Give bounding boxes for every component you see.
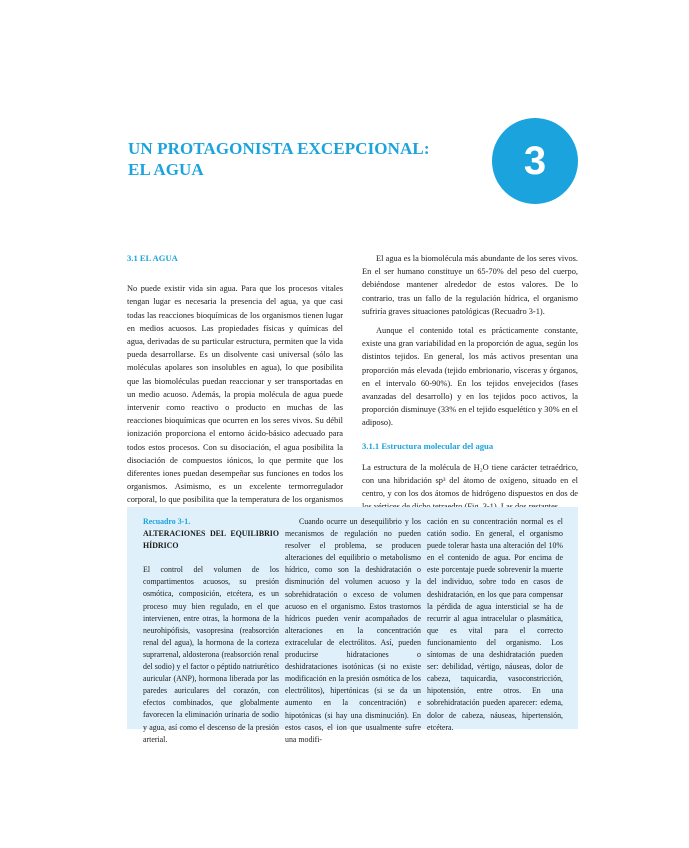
section-heading: 3.1 EL AGUA [127,253,178,263]
callout-title: ALTERACIONES DEL EQUILIBRIO HÍDRICO [143,529,279,551]
callout-text-2: Cuando ocurre un desequilibrio y los mecanismos de regulación no pueden resolver el problema, se producen alteraciones del equilibrio o metabolismo hídrico, como son la deshidratación o disminución del volumen acuoso y la sobrehidratación o exceso de volumen acuoso en el organismo. Estos trastornos hídricos pueden venir acompañados de alteraciones en la concentración extracelular de electrólitos. Así, pueden producirse hidrataciones o deshidrataciones isotónicas (si no existe modificación en la presión osmótica de los electrólitos), hipertónicas (si se da un aumento en la concentración) e hipotónicas (si hay una disminución). En estos casos, el ion que usualmente sufre una modifi- [285,517,421,744]
section-paragraph-1: No puede existir vida sin agua. Para que los procesos vitales tengan lugar es necesaria la presencia del agua, ya que casi todas las reacciones bioquímicas de los organismos tienen lugar en medios acuosos. Las propiedades físicas y químicas del agua, derivadas de su particular estructura, permiten que la vida pueda desarrollarse. Es un disolvente casi universal (sólo las moléculas apolares son insolubles en agua), lo que posibilita que las biomoléculas puedan reaccionar y ser transportadas en un medio acuoso. Además, la propia molécula de agua puede intervenir como reactivo o producto en muchas de las reacciones bioquímicas que ocurren en los seres vivos. Su débil ionización proporciona el entorno ácido-básico adecuado para todos estos procesos. Con su disociación, el agua posibilita la disociación de compuestos iónicos, lo que permite que los diferentes iones puedan desempeñar sus funciones en todos los organismos. Asimismo, es un excelente termorregulador corporal, lo que posibilita que la temperatura de los organismos [127,284,343,505]
section-paragraph-2: El agua es la biomolécula más abundante de los seres vivos. En el ser humano constituye un 65-70% del peso del cuerpo, debiéndose mantener alrededor de estos valores. De lo contrario, tras un fallo de la regulación hídrica, el organismo sufriría graves situaciones patológicas (Recuadro 3-1). [362,254,578,316]
right-column [362,252,578,514]
callout-column-1 [143,516,279,746]
subsection-paragraph: La estructura de la molécula de H₂O tiene carácter tetraédrico, con una hibridación sp³ del átomo de oxígeno, situado en el centro, y con los dos átomos de hidrógeno dispuestos en dos de [362,462,578,499]
chapter-title-line-1: UN PROTAGONISTA EXCEPCIONAL: [128,139,430,158]
callout-text-3: cación en su concentración normal es el catión sodio. En general, el organismo puede tolerar hasta una alteración del 10% en el contenido de agua. Por encima de este porcentaje puede sobrevenir la muerte del individuo, sobre todo en casos de deshidratación, en los que para compensar la pérdida de agua intersticial se ha de recurrir al agua intracelular o plasmática, que es vital para el correcto funcionamiento del organismo. Los síntomas de una deshidratación pueden ser: debilidad, vértigo, náuseas, dolor de cabeza, taquicardia, vasoconstricción, hipotensión, entre otros. En una sobrehidratación pueden aparecer: edema, dolor de cabeza, náuseas, hipertensión, etcétera. [427,517,563,732]
chapter-title [128,138,430,180]
callout-column-3 [427,516,563,734]
callout-column-2 [285,516,421,746]
chapter-number-badge: 3 [492,118,578,204]
subsection-heading: 3.1.1 Estructura molecular del agua [362,440,494,451]
left-column [127,252,343,520]
callout-label: Recuadro 3-1. [143,517,191,526]
chapter-title-line-2: EL AGUA [128,160,204,179]
callout-text-1: El control del volumen de los compartimentos acuosos, su presión osmótica, composición, etcétera, es un proceso muy bien regulado, en el que intervienen, entre otras, la hormona de la neurohipófisis, vasopresina (reabsorción renal del agua), la hormona de la corteza suprarrenal, aldosterona (reabsorción renal del sodio) y el factor o péptido natriurético auricular (ANP), hormona liberada por las paredes auriculares del corazón, con efectos combinados, que globalmente favorecen la eliminación urinaria de sodio y agua, así como el descenso de la presión arterial. [143,565,279,744]
section-paragraph-3: Aunque el contenido total es prácticamente constante, existe una gran variabilidad en la proporción de agua, según los distintos tejidos. En general, los más activos presentan una proporción más elevada (tejido embrionario, vísceras y órganos, en el intervalo 60-90%). En los tejidos envejecidos (fases avanzadas del desarrollo) y en los tejidos poco activos, la proporción disminuye (33% en el tejido esquelético y 30% en el adiposo). [362,326,578,428]
callout-box [127,507,578,744]
